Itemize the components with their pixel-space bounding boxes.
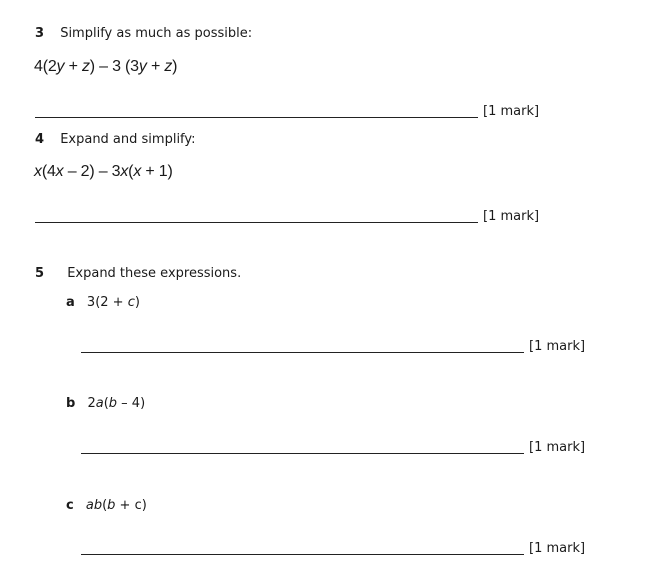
part-label: b: [66, 396, 76, 411]
q5-part-b: [66, 396, 145, 412]
question-number: 3: [35, 26, 45, 41]
q5-part-a: [66, 295, 140, 311]
question-prompt: Simplify as much as possible:: [60, 26, 253, 41]
part-label: a: [66, 295, 75, 310]
mark-label-q5a: [1 mark]: [529, 339, 586, 354]
question-number: 4: [35, 132, 45, 147]
question-5: [35, 266, 241, 282]
answer-line-q4[interactable]: [35, 222, 478, 223]
question-4: [35, 132, 196, 148]
answer-line-q5c[interactable]: [81, 554, 524, 555]
q5-part-c: [66, 498, 147, 514]
part-label: c: [66, 498, 74, 513]
q4-expression: x(4x – 2) – 3x(x + 1): [34, 163, 173, 180]
answer-line-q5b[interactable]: [81, 453, 524, 454]
question-prompt: Expand and simplify:: [60, 132, 196, 147]
mark-label-q5b: [1 mark]: [529, 440, 586, 455]
mark-label-q4: [1 mark]: [483, 209, 540, 224]
mark-label-q3: [1 mark]: [483, 104, 540, 119]
answer-line-q3[interactable]: [35, 117, 478, 118]
question-prompt: Expand these expressions.: [67, 266, 242, 281]
question-3: [35, 26, 252, 42]
question-number: 5: [35, 266, 45, 281]
part-expression: 2a(b – 4): [87, 396, 146, 411]
part-expression: ab(b + c): [85, 498, 147, 513]
answer-line-q5a[interactable]: [81, 352, 524, 353]
mark-label-q5c: [1 mark]: [529, 541, 586, 556]
part-expression: 3(2 + c): [86, 295, 140, 310]
q3-expression: 4(2y + z) – 3 (3y + z): [34, 58, 178, 75]
